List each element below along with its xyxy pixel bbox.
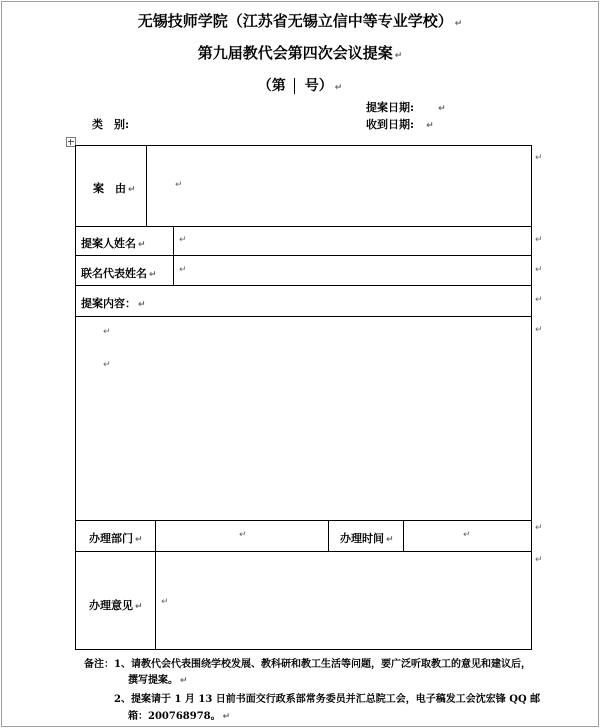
- paragraph-mark-icon: ↵: [438, 104, 446, 114]
- co-signers-input[interactable]: ↵: [179, 265, 187, 275]
- row-end-mark: ↵: [535, 295, 543, 305]
- notes-item2-line1: 2、提案请于 1 月 13 日前书面交行政系部常务委员并汇总院工会，电子稿发工会沈宏锋 QQ 邮: [114, 694, 541, 705]
- paragraph-mark-icon: ↵: [128, 185, 136, 195]
- content-paragraph-mark: ↵: [103, 360, 111, 370]
- received-date-field[interactable]: 收到日期: ↵: [366, 118, 434, 131]
- co-signers-label: 联名代表姓名 ↵: [81, 267, 157, 280]
- handling-opinion-label: 办理意见 ↵: [89, 599, 143, 612]
- proposal-table: [75, 145, 543, 650]
- notes-item1-line1: 备注：1、请教代会代表围绕学校发展、教科研和教工生活等问题，要广泛听取教工的意见和建议后，: [84, 659, 531, 670]
- row-end-mark: ↵: [535, 325, 543, 335]
- proposer-input[interactable]: ↵: [179, 235, 187, 245]
- reason-input[interactable]: ↵: [175, 180, 183, 190]
- paragraph-mark-icon: ↵: [135, 602, 143, 612]
- paragraph-mark-icon: ↵: [138, 240, 146, 250]
- paragraph-mark-icon: ↵: [426, 121, 434, 131]
- paragraph-mark-icon: ↵: [394, 51, 403, 61]
- paragraph-mark-icon: ↵: [138, 300, 146, 310]
- paragraph-mark-icon: ↵: [135, 535, 143, 545]
- reason-label: 案 由 ↵: [93, 182, 136, 195]
- row-end-mark: ↵: [535, 555, 543, 565]
- notes-item1-line2: 撰写提案。 ↵: [128, 675, 188, 686]
- meeting-title: 第九届教代会第四次会议提案 ↵: [197, 44, 403, 62]
- paragraph-mark-icon: ↵: [180, 676, 188, 686]
- row-end-mark: ↵: [535, 235, 543, 245]
- paragraph-mark-icon: ↵: [454, 19, 463, 29]
- paragraph-mark-icon: ↵: [334, 83, 343, 93]
- notes-item2-line2: 箱：200768978。 ↵: [128, 711, 231, 722]
- row-end-mark: ↵: [535, 153, 543, 163]
- content-input[interactable]: ↵: [103, 327, 111, 337]
- proposal-date-field[interactable]: 提案日期: ↵: [366, 101, 446, 114]
- row-end-mark: ↵: [535, 523, 543, 533]
- category-field[interactable]: 类 别:: [92, 118, 130, 131]
- text-cursor[interactable]: [294, 78, 295, 94]
- handling-dept-input[interactable]: ↵: [239, 530, 247, 540]
- row-end-mark: ↵: [535, 265, 543, 275]
- paragraph-mark-icon: ↵: [149, 270, 157, 280]
- paragraph-mark-icon: ↵: [222, 712, 231, 722]
- handling-time-input[interactable]: ↵: [463, 530, 471, 540]
- handling-dept-label: 办理部门 ↵: [89, 532, 143, 545]
- handling-time-label: 办理时间 ↵: [340, 532, 394, 545]
- content-label: 提案内容： ↵: [81, 297, 146, 310]
- handling-opinion-input[interactable]: ↵: [161, 597, 169, 607]
- proposer-label: 提案人姓名 ↵: [81, 237, 146, 250]
- proposal-number: （第 号） ↵: [257, 78, 343, 94]
- school-title: 无锡技师学院（江苏省无锡立信中等专业学校） ↵: [137, 12, 463, 30]
- paragraph-mark-icon: ↵: [386, 535, 394, 545]
